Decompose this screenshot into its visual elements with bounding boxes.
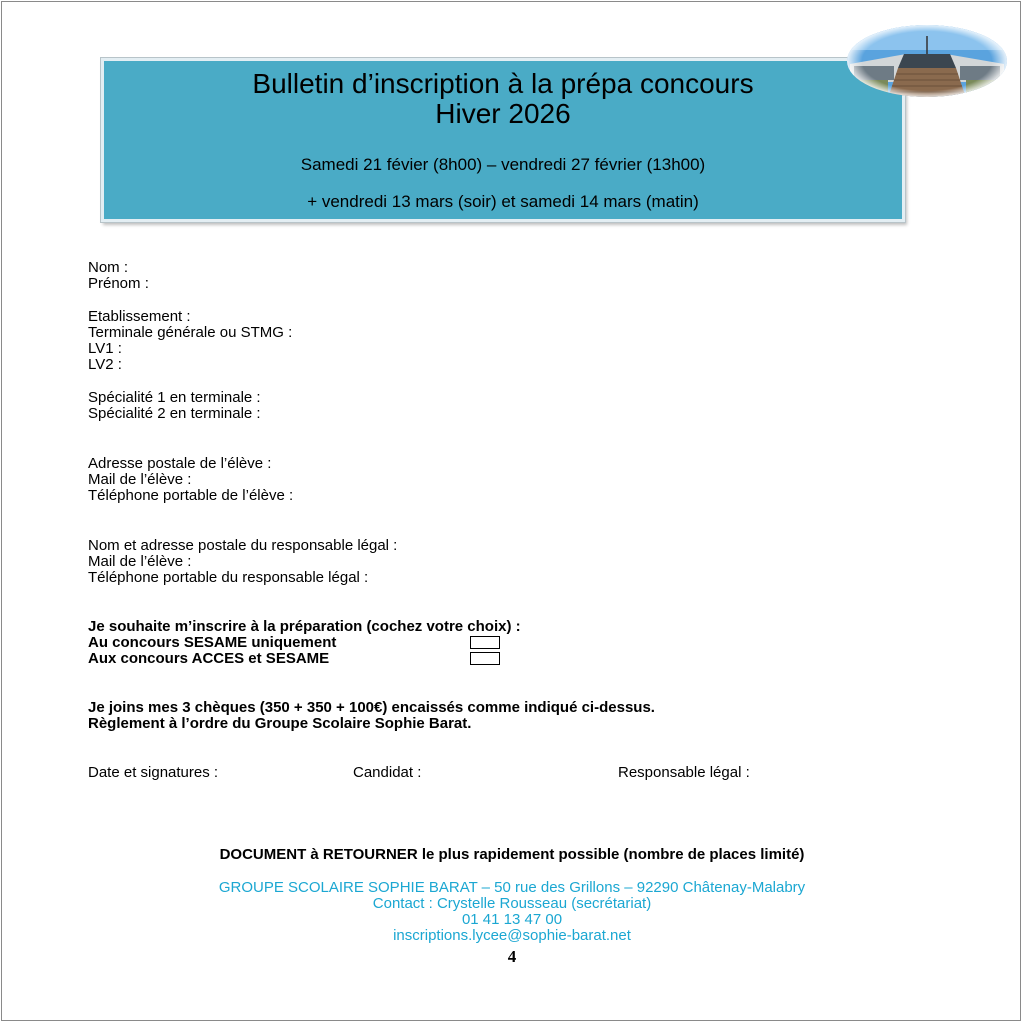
student-address-field: Adresse postale de l’élève : [88,455,272,472]
specialite-2-field: Spécialité 2 en terminale : [88,405,261,422]
terminale-field: Terminale générale ou STMG : [88,324,293,341]
dates-line-2: + vendredi 13 mars (soir) et samedi 14 mars (matin) [307,192,699,211]
nom-field: Nom : [88,259,129,276]
header-banner [101,58,905,222]
payment-line-1: Je joins mes 3 chèques (350 + 350 + 100€) encaissés comme indiqué ci-dessus. [88,699,655,716]
prenom-field: Prénom : [88,275,149,292]
contact-person: Contact : Crystelle Rousseau (secrétariat) [372,895,652,912]
registration-heading: Je souhaite m’inscrire à la préparation (cochez votre choix) : [88,618,521,635]
guardian-address-field: Nom et adresse postale du responsable légal : [88,537,398,554]
specialite-1-field: Spécialité 1 en terminale : [88,389,261,406]
option-sesame-checkbox[interactable] [470,636,500,649]
guardian-signature-label: Responsable légal : [618,764,750,781]
page-title: Bulletin d’inscription à la prépa concours [252,68,754,99]
dates-line-1: Samedi 21 févier (8h00) – vendredi 27 février (13h00) [300,155,706,174]
contact-email[interactable]: inscriptions.lycee@sophie-barat.net [393,927,631,944]
option-acces-sesame-checkbox[interactable] [470,652,500,665]
lv1-field: LV1 : [88,340,122,357]
date-signatures-label: Date et signatures : [88,764,219,781]
option-acces-sesame-label: Aux concours ACCES et SESAME [88,650,330,667]
student-email-field: Mail de l’élève : [88,471,192,488]
student-phone-field: Téléphone portable de l’élève : [88,487,294,504]
page-number: 4 [507,947,517,966]
guardian-phone-field: Téléphone portable du responsable légal : [88,569,369,586]
school-address: GROUPE SCOLAIRE SOPHIE BARAT – 50 rue des Grillons – 92290 Châtenay-Malabry [218,879,806,896]
option-sesame-label: Au concours SESAME uniquement [88,634,337,651]
candidate-signature-label: Candidat : [353,764,422,781]
payment-line-2: Règlement à l’ordre du Groupe Scolaire Sophie Barat. [88,715,472,732]
guardian-email-field: Mail de l’élève : [88,553,192,570]
school-building-photo [846,24,1008,98]
lv2-field: LV2 : [88,356,122,373]
page-subtitle: Hiver 2026 [435,98,571,129]
etablissement-field: Etablissement : [88,308,191,325]
contact-phone: 01 41 13 47 00 [461,911,563,928]
return-note: DOCUMENT à RETOURNER le plus rapidement possible (nombre de places limité) [219,846,805,863]
